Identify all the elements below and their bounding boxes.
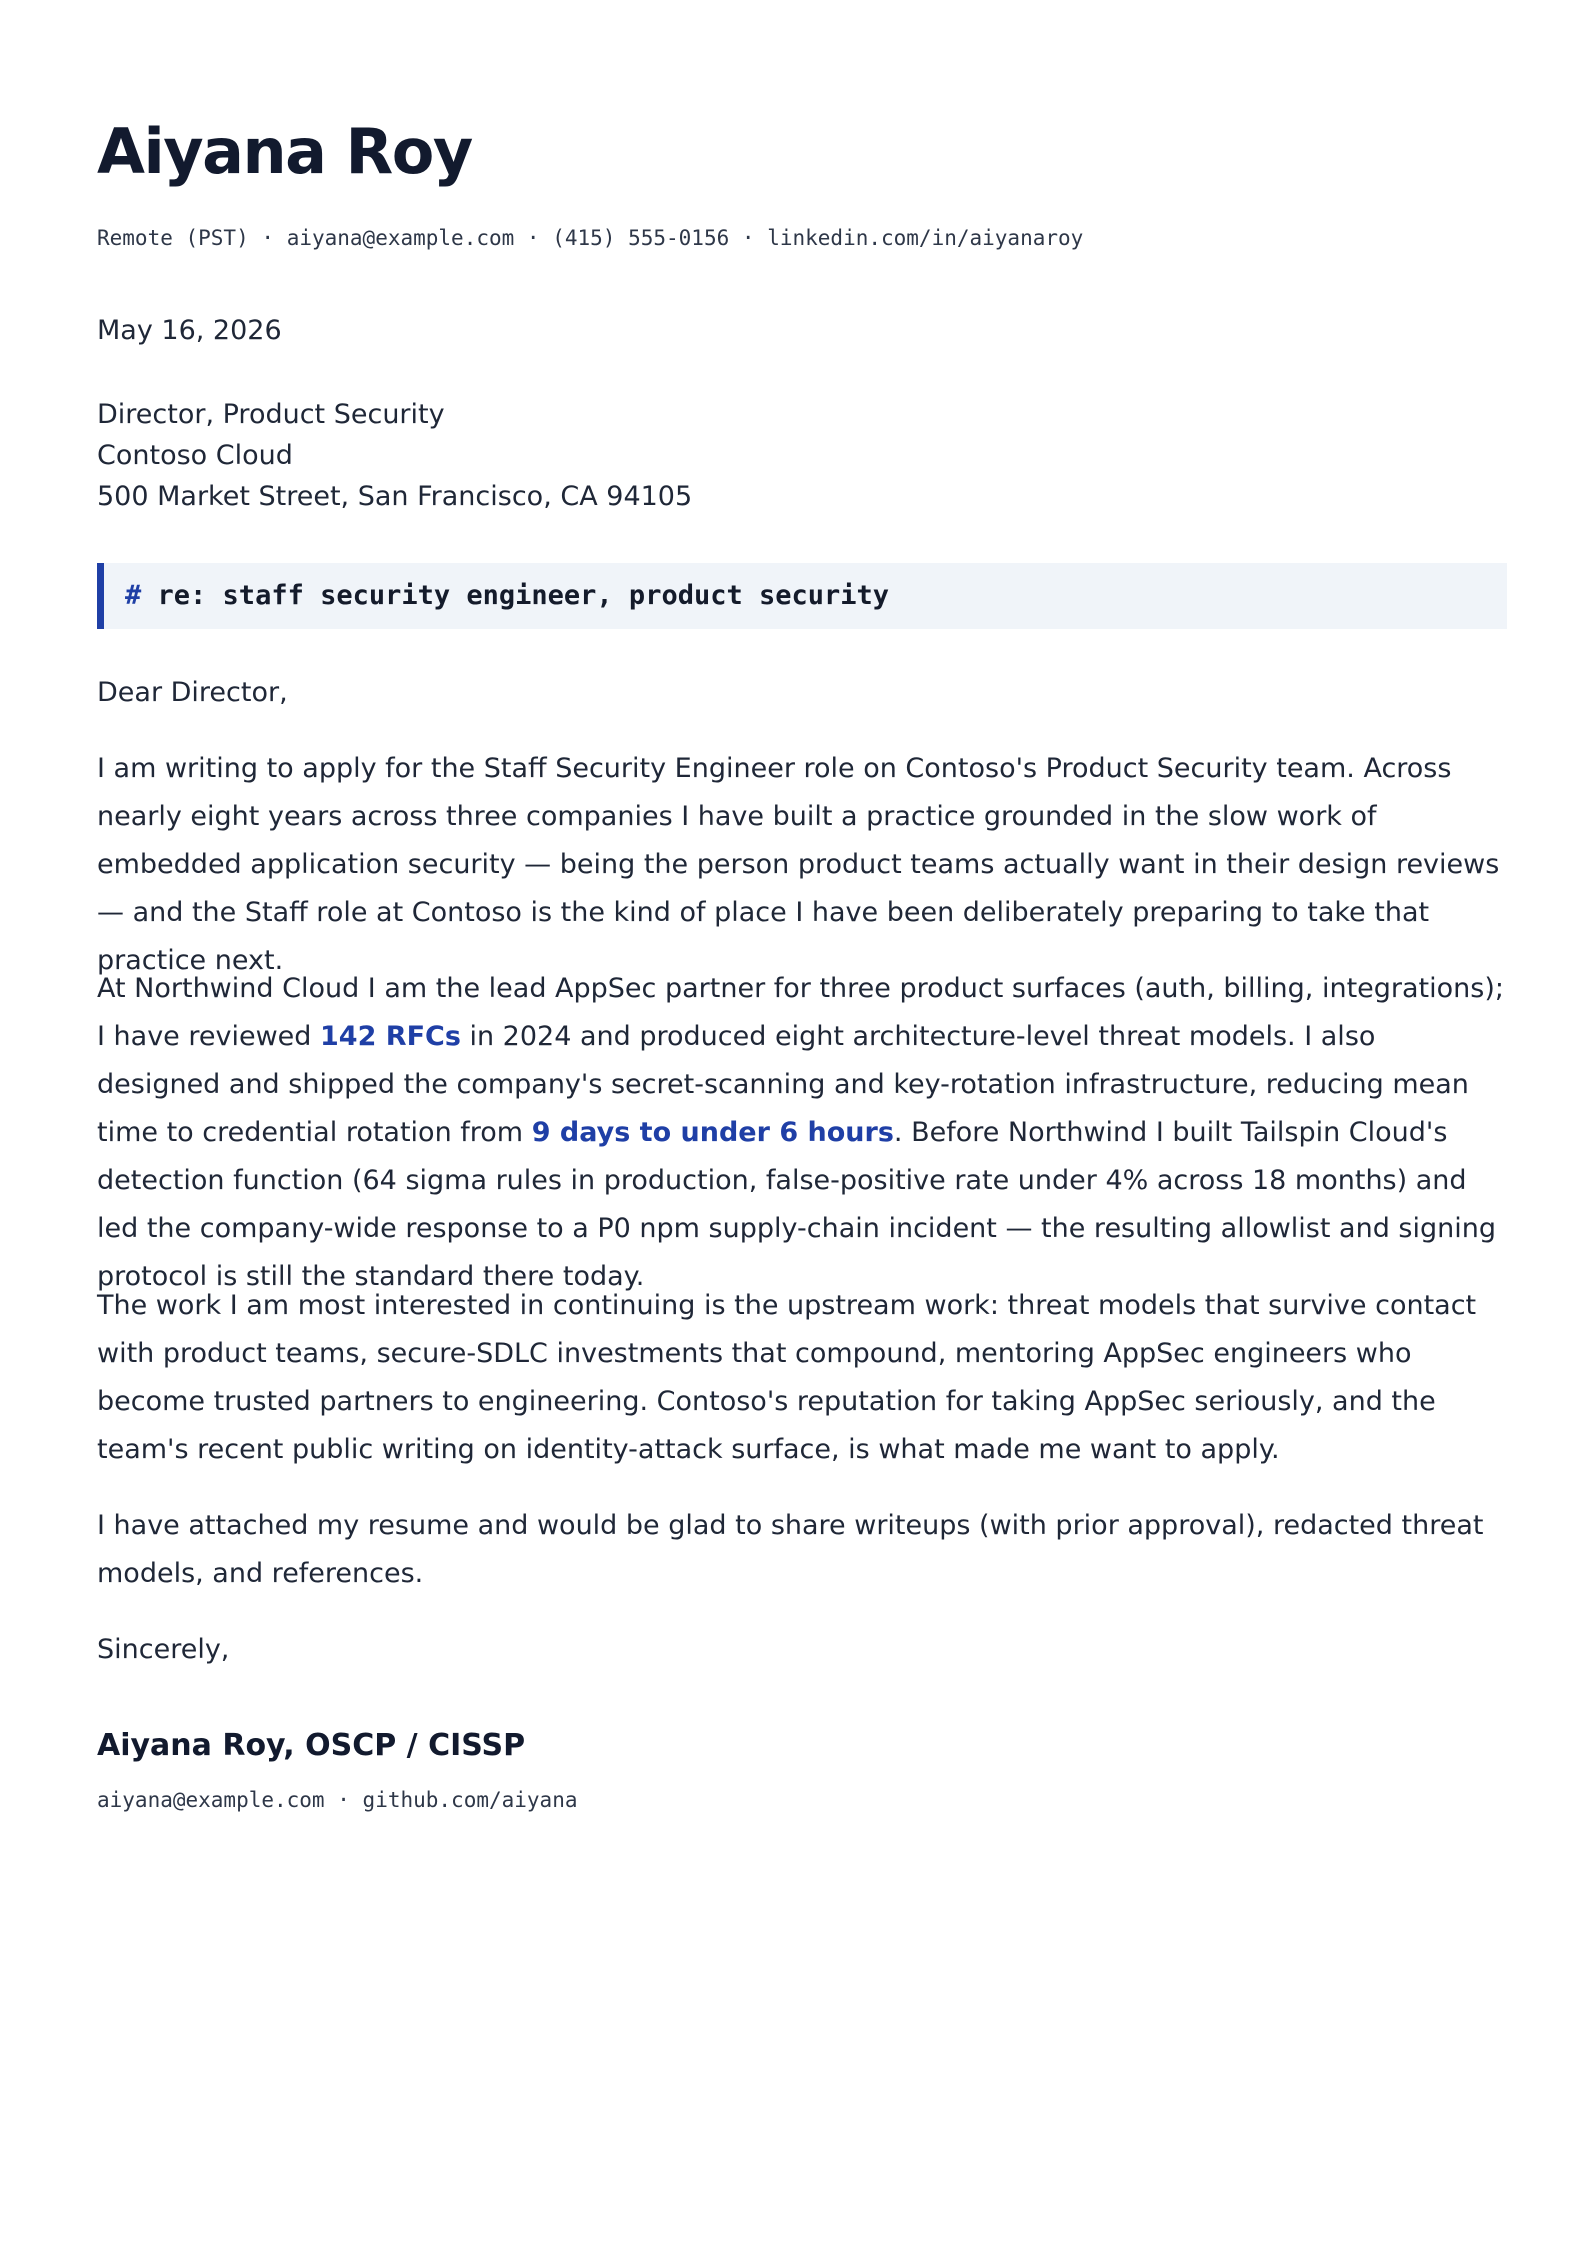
applicant-name: Aiyana Roy <box>97 115 472 188</box>
contact-email[interactable]: aiyana@example.com <box>286 226 515 250</box>
highlight-rfc-count: 142 RFCs <box>320 1021 461 1052</box>
paragraph-text: At Northwind Cloud I am the lead AppSec partner for three product surfaces (auth, billing, integrations); I have reviewed <box>97 973 1504 1052</box>
paragraph-text: in 2024 and produced eight architecture-level threat models. I also designed and shipped the company's secret-scanning and key-rotation infrastructure, reducing mean time to credential rotation from <box>97 1021 1469 1148</box>
closing: Sincerely, <box>97 1634 230 1665</box>
paragraph-text: . Before Northwind I built Tailspin Cloud's detection function (64 sigma rules in production, false-positive rate under 4% across 18 months) and led the company-wide response to a P0 npm supply-chain incident — the resulting allowlist and signing protocol is still the standard there today. <box>97 1117 1496 1292</box>
letter-date: May 16, 2026 <box>97 315 282 346</box>
contact-location: Remote (PST) <box>97 226 249 250</box>
header-contact-line <box>97 224 1083 252</box>
signature-contact-line <box>97 1786 577 1814</box>
contact-separator: · <box>261 226 275 250</box>
recipient-title: Director, Product Security <box>97 399 445 430</box>
recipient-address: 500 Market Street, San Francisco, CA 94105 <box>97 481 693 512</box>
signature-github[interactable]: github.com/aiyana <box>362 1788 578 1812</box>
paragraph-motivation: The work I am most interested in continuing is the upstream work: threat models that survive contact with product teams, secure-SDLC investments that compound, mentoring AppSec engineers who become trusted partners to engineering. Contoso's reputation for taking AppSec seriously, and the team's recent public writing on identity-attack surface, is what made me want to apply. <box>97 1290 1477 1465</box>
contact-linkedin[interactable]: linkedin.com/in/aiyanaroy <box>767 226 1084 250</box>
signature-separator: · <box>337 1788 350 1812</box>
paragraph-intro: I am writing to apply for the Staff Security Engineer role on Contoso's Product Security team. Across nearly eight years across three companies I have built a practice grounded in the slow work of embedded application security — being the person product teams actually want in their design reviews — and the Staff role at Contoso is the kind of place I have been deliberately preparing to take that practice next. <box>97 753 1500 976</box>
contact-phone: (415) 555-0156 <box>552 226 730 250</box>
paragraph-experience <box>97 965 1507 1301</box>
subject-line-box <box>97 563 1507 629</box>
contact-separator: · <box>526 226 540 250</box>
subject-hash-mark: # <box>125 580 142 611</box>
signature-name: Aiyana Roy, OSCP / CISSP <box>97 1728 526 1763</box>
salutation: Dear Director, <box>97 677 288 708</box>
contact-separator: · <box>741 226 755 250</box>
recipient-block <box>97 394 692 517</box>
highlight-rotation-time: 9 days to under 6 hours <box>531 1117 894 1148</box>
subject-line <box>125 578 889 614</box>
paragraph-attachments: I have attached my resume and would be glad to share writeups (with prior approval), redacted threat models, and references. <box>97 1510 1484 1589</box>
recipient-company: Contoso Cloud <box>97 440 293 471</box>
subject-text: re: staff security engineer, product security <box>157 580 890 611</box>
signature-email[interactable]: aiyana@example.com <box>97 1788 325 1812</box>
